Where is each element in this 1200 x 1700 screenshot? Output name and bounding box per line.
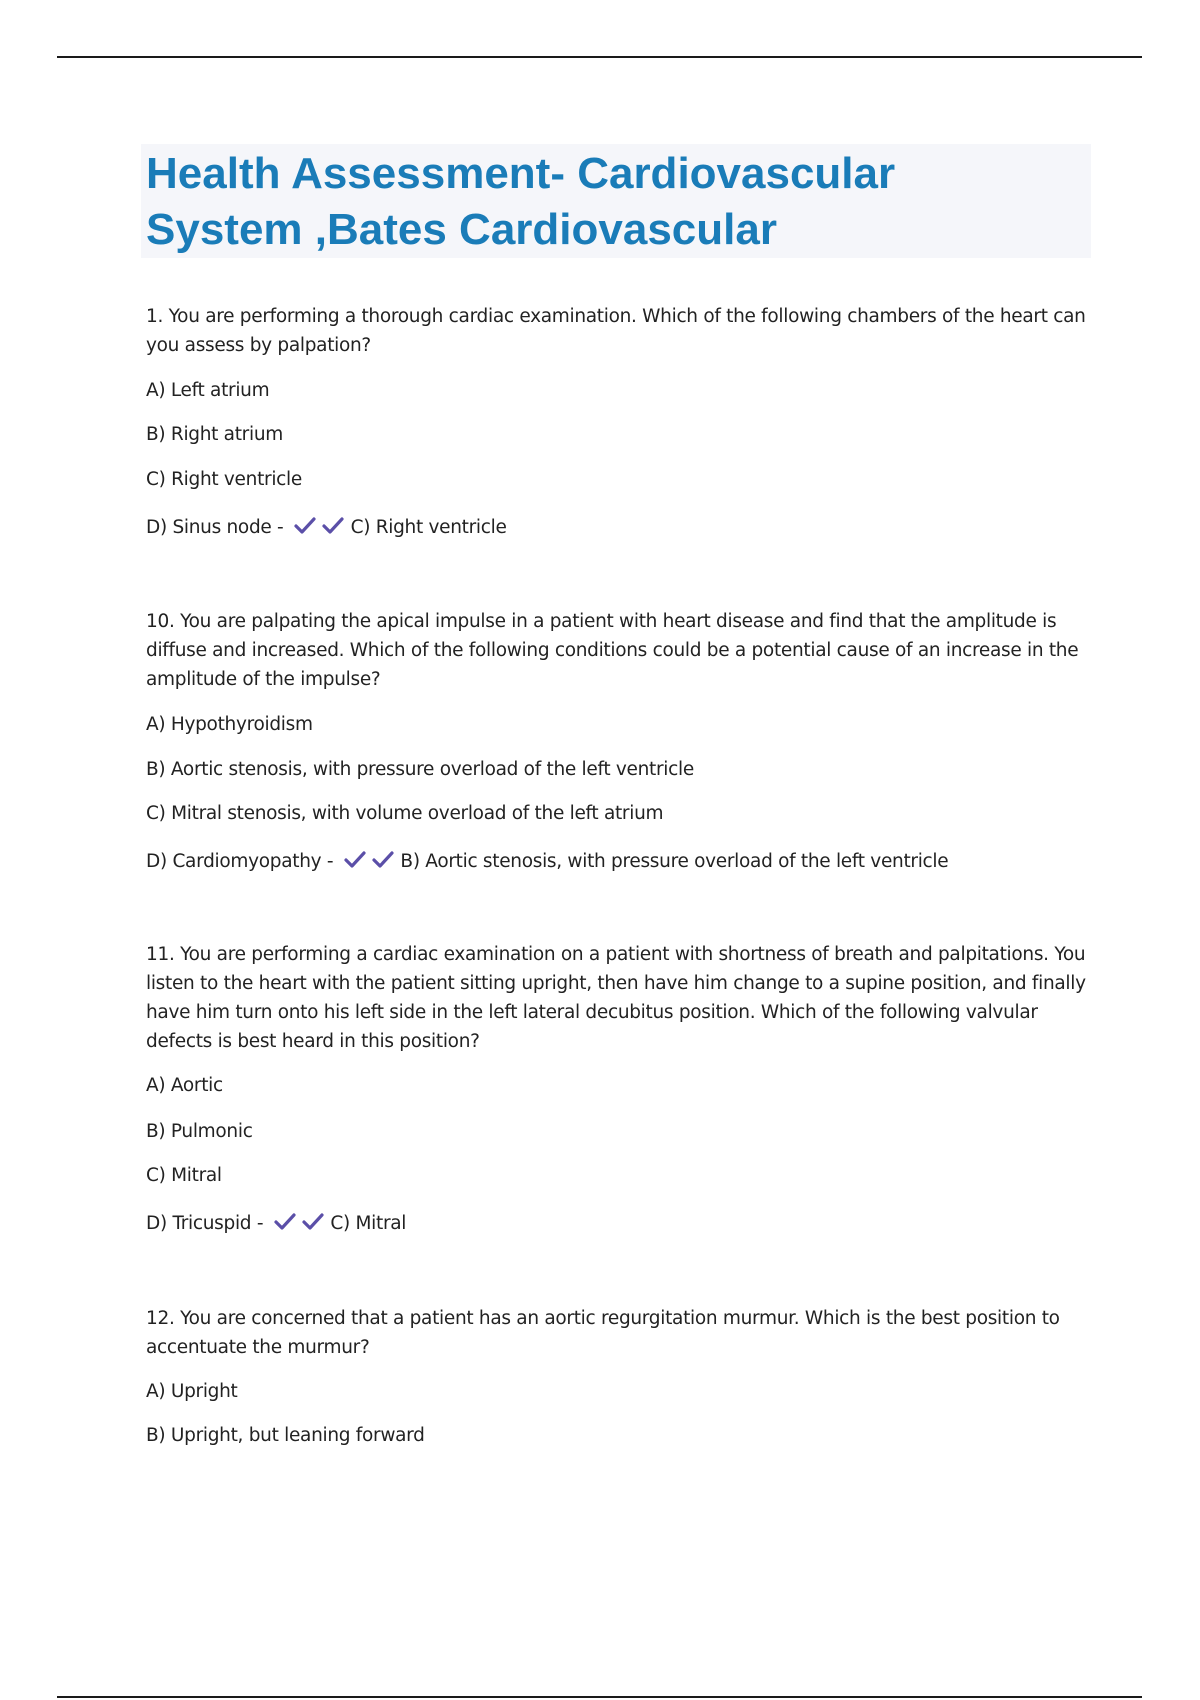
question-text: 11. You are performing a cardiac examination on a patient with shortness of breath and palpitations. You listen to the heart with the patient sitting upright, then have him change to a supine position, and finally have him turn onto his left side in the left lateral decubitus position. Which of the following valvular defects is best heard in this position? (146, 944, 1086, 1052)
check-icon (273, 1212, 297, 1232)
question-text: 12. You are concerned that a patient has an aortic regurgitation murmur. Which is the best position to accentuate the murmur? (146, 1308, 1060, 1358)
question-text: 1. You are performing a thorough cardiac examination. Which of the following chambers of the heart can you assess by palpation? (146, 306, 1086, 356)
option-c: C) Right ventricle (146, 469, 302, 490)
check-icon (321, 516, 345, 536)
option-a: A) Aortic (146, 1075, 223, 1096)
check-icon (293, 516, 317, 536)
option-d-with-answer (146, 513, 1096, 542)
option-a: A) Upright (146, 1381, 238, 1402)
option-d-with-answer (146, 847, 1096, 876)
question-text: 10. You are palpating the apical impulse in a patient with heart disease and find that the amplitude is diffuse and increased. Which of the following conditions could be a potential cause of an increase in the amplitude of the impulse? (146, 611, 1079, 690)
answer: C) Mitral (330, 1213, 407, 1234)
answer: B) Aortic stenosis, with pressure overload of the left ventricle (400, 851, 949, 872)
check-icon (371, 850, 395, 870)
title-line-2: System ,Bates Cardiovascular (146, 205, 777, 254)
question-1 (146, 302, 1096, 542)
option-b: B) Upright, but leaning forward (146, 1425, 425, 1446)
option-b: B) Pulmonic (146, 1121, 253, 1142)
option-d: D) Cardiomyopathy - (146, 851, 334, 872)
option-c: C) Mitral (146, 1165, 222, 1186)
check-icon (301, 1212, 325, 1232)
option-b: B) Right atrium (146, 424, 283, 445)
top-rule (57, 56, 1142, 58)
option-c: C) Mitral stenosis, with volume overload of the left atrium (146, 803, 664, 824)
option-d-with-answer (146, 1209, 1096, 1238)
option-a: A) Hypothyroidism (146, 714, 313, 735)
question-10 (146, 607, 1096, 876)
document-title (146, 146, 1076, 258)
answer: C) Right ventricle (350, 517, 507, 538)
option-d: D) Tricuspid - (146, 1213, 264, 1234)
option-d: D) Sinus node - (146, 517, 284, 538)
bottom-rule (57, 1696, 1142, 1698)
option-a: A) Left atrium (146, 380, 270, 401)
title-line-1: Health Assessment- Cardiovascular (146, 149, 896, 198)
option-b: B) Aortic stenosis, with pressure overload of the left ventricle (146, 759, 694, 780)
check-icon (343, 850, 367, 870)
question-11 (146, 940, 1096, 1238)
question-12 (146, 1304, 1096, 1450)
